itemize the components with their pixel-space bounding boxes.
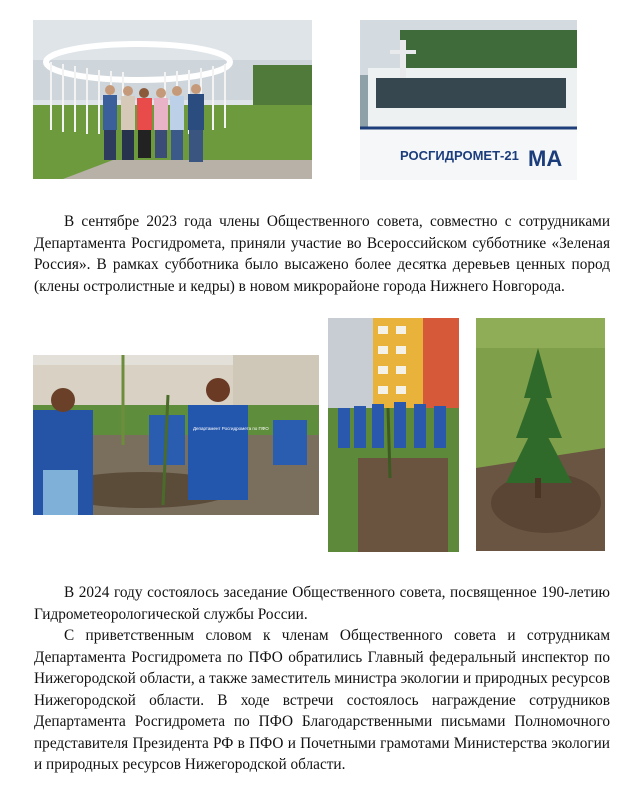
paragraph-subbotnik-2023: В сентябре 2023 года члены Общественного совета, совместно с сотрудниками Департамента Росгидромета, приняли участие во Всероссийском субботнике «Зеленая Россия». В рамках субботника было высажено более десятка деревьев ценных пород (клены остролистные и кедры) в новом микрорайоне города Нижнего Новгорода. bbox=[34, 213, 610, 295]
photo-pine-sapling bbox=[476, 318, 605, 551]
vest-text: Департамент Росгидромета по ПФО bbox=[193, 426, 269, 431]
paragraph-meeting-2024: В 2024 году состоялось заседание Общественного совета, посвященное 190-летию Гидрометеорологической службы России. bbox=[34, 584, 610, 623]
boat-hull-text-2: МА bbox=[528, 146, 563, 171]
photo-group-sapling bbox=[328, 318, 459, 552]
photo-volunteers-planting bbox=[33, 355, 319, 515]
photo-group-pavilion bbox=[33, 20, 312, 179]
paragraph-greeting-awards: С приветственным словом к членам Общественного совета и сотрудникам Департамента Росгидромета по ПФО обратились Главный федеральный инспектор по Нижегородской области, а также заместитель министра экологии и природных ресурсов Нижегородской области. В ходе встречи состоялось награждение сотрудников Департамента Росгидромета по ПФО Благодарственными письмами Полномочного представителя Президента РФ в ПФО и Почетными грамотами Министерства экологии и природных ресурсов Нижегородской области. bbox=[34, 627, 610, 773]
boat-hull-text: РОСГИДРОМЕТ-21 bbox=[400, 148, 519, 163]
photo-boat bbox=[360, 20, 577, 180]
